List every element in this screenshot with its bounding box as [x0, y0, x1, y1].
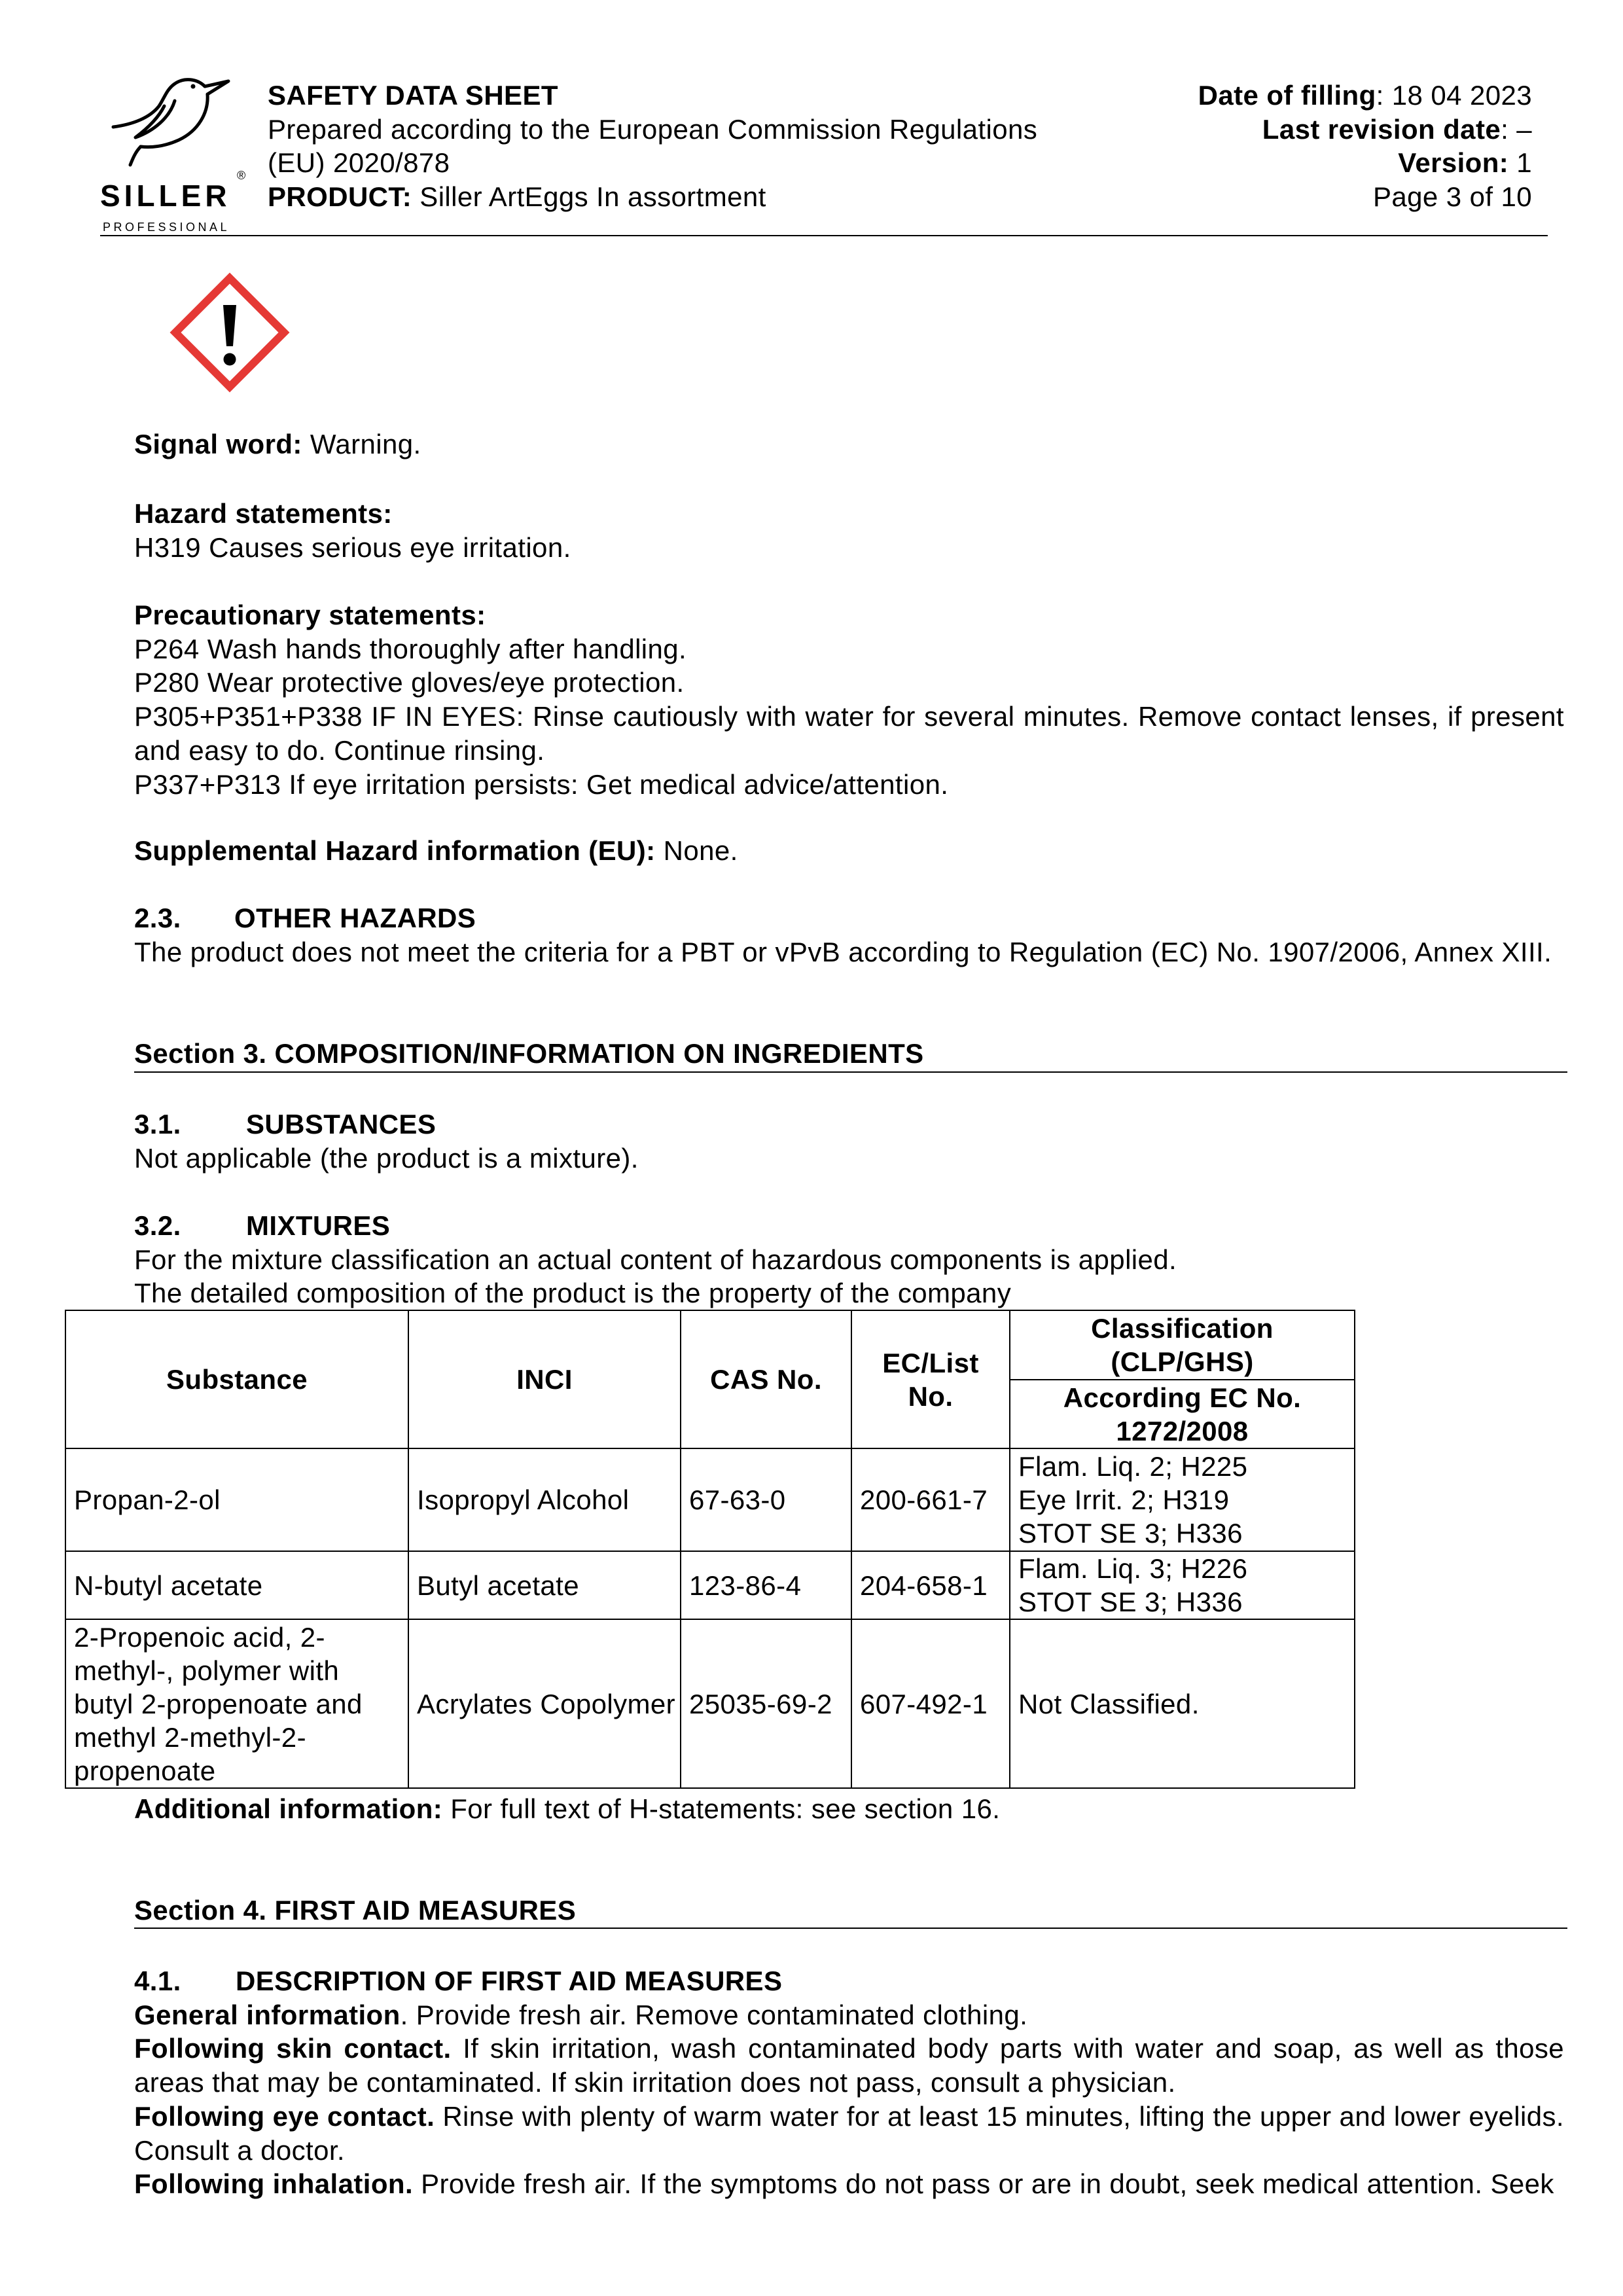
composition-table: [65, 1310, 1355, 1789]
first-aid-lead: General information: [134, 1999, 401, 2030]
header-classification-label: Classification (CLP/GHS): [1091, 1313, 1274, 1377]
hazard-statement: H319 Causes serious eye irritation.: [134, 531, 571, 563]
date-value: : 18 04 2023: [1376, 80, 1532, 111]
cell-substance: Propan-2-ol: [65, 1448, 408, 1551]
supplemental-label: Supplemental Hazard information (EU):: [134, 835, 656, 866]
cell-ec: 607-492-1: [851, 1619, 1010, 1788]
sheet-title: SAFETY DATA SHEET: [268, 80, 558, 111]
precautionary-statement: P337+P313 If eye irritation persists: Get medical advice/attention.: [134, 768, 949, 800]
first-aid-item: [134, 1998, 1564, 2032]
section-3-divider: [134, 1071, 1567, 1073]
precautionary-statement: P280 Wear protective gloves/eye protection.: [134, 667, 685, 698]
cell-classification: [1010, 1448, 1355, 1551]
signal-word-value: Warning.: [310, 429, 421, 459]
subsection-title: SUBSTANCES: [246, 1109, 437, 1139]
precautionary-statement: P264 Wash hands thoroughly after handling.: [134, 633, 687, 664]
first-aid-text: Provide fresh air. If the symptoms do not pass or are in doubt, seek medical attention. Seek: [413, 2168, 1554, 2200]
product-line: [268, 180, 1073, 214]
last-revision-date: [1198, 113, 1532, 147]
first-aid-lead: Following skin contact.: [134, 2033, 452, 2064]
header-according: [1010, 1380, 1355, 1448]
header-classification: [1010, 1310, 1355, 1380]
classification-line: STOT SE 3; H336: [1018, 1587, 1243, 1617]
header-according-label: According EC No. 1272/2008: [1063, 1382, 1302, 1446]
supplemental-hazard-info: [134, 834, 1564, 868]
signal-word-label: Signal word:: [134, 429, 302, 459]
cell-cas: 123-86-4: [681, 1551, 851, 1619]
classification-line: Flam. Liq. 2; H225: [1018, 1451, 1248, 1482]
header-cas: CAS No.: [681, 1310, 851, 1448]
section-4-divider: [134, 1928, 1567, 1929]
subsection-title: DESCRIPTION OF FIRST AID MEASURES: [236, 1965, 783, 1996]
product-label: PRODUCT:: [268, 181, 412, 213]
logo-tagline: PROFESSIONAL: [103, 221, 230, 234]
cell-cas: 67-63-0: [681, 1448, 851, 1551]
other-hazards-text: The product does not meet the criteria for a PBT or vPvB according to Regulation (EC) No. 1907/2006, Annex XIII.: [134, 936, 1552, 967]
precautionary-statement: P305+P351+P338 IF IN EYES: Rinse cautiously with water for several minutes. Remove contact lenses, if present and easy to do. Continue rinsing.: [134, 701, 1564, 766]
cell-classification: [1010, 1551, 1355, 1619]
header-ec-label: EC/List No.: [882, 1347, 979, 1412]
product-name: Siller ArtEggs In assortment: [419, 181, 766, 213]
version-value: 1: [1516, 147, 1532, 179]
table-row: [65, 1448, 1355, 1551]
hazard-statements-heading: Hazard statements:: [134, 498, 393, 529]
additional-label: Additional information:: [134, 1793, 443, 1824]
first-aid-text: Rinse with plenty of warm water for at least 15 minutes, lifting the upper and lower eyelids. Consult a doctor.: [134, 2100, 1564, 2166]
supplemental-value: None.: [663, 835, 738, 866]
cell-ec: 200-661-7: [851, 1448, 1010, 1551]
signal-word: [134, 427, 1564, 461]
subsection-title: MIXTURES: [246, 1210, 391, 1241]
subsection-number: 3.1.: [134, 1109, 181, 1139]
additional-value: For full text of H-statements: see section 16.: [450, 1793, 1001, 1824]
revision-value: : –: [1501, 113, 1532, 145]
cell-inci: Isopropyl Alcohol: [408, 1448, 681, 1551]
cell-substance: N-butyl acetate: [65, 1551, 408, 1619]
mixtures-text: The detailed composition of the product is the property of the company: [134, 1278, 1012, 1309]
classification-line: STOT SE 3; H336: [1018, 1518, 1243, 1549]
table-header-row: [65, 1310, 1355, 1380]
subsection-heading: [134, 1209, 1564, 1243]
substances-text: Not applicable (the product is a mixture).: [134, 1142, 639, 1174]
additional-information: [134, 1792, 1564, 1826]
cell-substance: 2-Propenoic acid, 2-methyl-, polymer with butyl 2-propenoate and methyl 2-methyl-2-propenoate: [65, 1619, 408, 1788]
registered-mark: ®: [237, 169, 246, 182]
classification-line: Flam. Liq. 3; H226: [1018, 1553, 1248, 1584]
document-header-left: [268, 79, 1073, 214]
classification-line: Eye Irrit. 2; H319: [1018, 1484, 1230, 1515]
page-number: Page 3 of 10: [1373, 181, 1532, 213]
cell-cas: 25035-69-2: [681, 1619, 851, 1788]
subsection-number: 4.1.: [134, 1965, 181, 1996]
mixtures-text: For the mixture classification an actual content of hazardous components is applied.: [134, 1244, 1177, 1275]
table-row: [65, 1551, 1355, 1619]
first-aid-lead: Following eye contact.: [134, 2100, 435, 2132]
subsection-number: 2.3.: [134, 903, 181, 933]
precautionary-statements: [134, 598, 1564, 801]
section-4-title: Section 4. FIRST AID MEASURES: [134, 1895, 577, 1926]
precautionary-statements-heading: Precautionary statements:: [134, 600, 486, 630]
version: [1198, 146, 1532, 180]
cell-classification: [1010, 1619, 1355, 1788]
exclamation-mark-hazard-icon: [169, 272, 290, 393]
subsection-heading: [134, 901, 1564, 935]
header-substance: Substance: [65, 1310, 408, 1448]
regulation-note: Prepared according to the European Commission Regulations (EU) 2020/878: [268, 113, 1038, 179]
header-inci: INCI: [408, 1310, 681, 1448]
cell-ec: 204-658-1: [851, 1551, 1010, 1619]
subsection-number: 3.2.: [134, 1210, 181, 1241]
first-aid-text: . Provide fresh air. Remove contaminated clothing.: [400, 1999, 1028, 2030]
other-hazards: [134, 901, 1564, 969]
first-aid-text: If skin irritation, wash contaminated body parts with water and soap, as well as those areas that may be contaminated. If skin irritation does not pass, consult a physician.: [134, 2033, 1565, 2098]
date-label: Date of filling: [1198, 80, 1376, 111]
date-of-filling: [1198, 79, 1532, 113]
hazard-statements: [134, 497, 1564, 564]
mixtures: [134, 1209, 1564, 1310]
table-row: [65, 1619, 1355, 1788]
header-divider: [100, 235, 1548, 236]
first-aid-item: [134, 2032, 1564, 2099]
first-aid-item: [134, 2167, 1564, 2201]
logo-brand-name: SILLER: [100, 179, 231, 213]
subsection-heading: [134, 1964, 1564, 1998]
first-aid-description: [134, 1964, 1564, 2201]
header-ec: [851, 1310, 1010, 1448]
first-aid-item: [134, 2100, 1564, 2167]
first-aid-lead: Following inhalation.: [134, 2168, 414, 2200]
subsection-title: OTHER HAZARDS: [234, 903, 476, 933]
bird-logo-icon: [107, 72, 234, 169]
revision-label: Last revision date: [1262, 113, 1501, 145]
substances: [134, 1107, 1564, 1175]
cell-inci: Acrylates Copolymer: [408, 1619, 681, 1788]
classification-line: Not Classified.: [1018, 1688, 1200, 1719]
document-header-right: [1198, 79, 1532, 214]
cell-inci: Butyl acetate: [408, 1551, 681, 1619]
subsection-heading: [134, 1107, 1564, 1141]
section-3-title: Section 3. COMPOSITION/INFORMATION ON INGREDIENTS: [134, 1038, 924, 1069]
version-label: Version:: [1398, 147, 1509, 179]
